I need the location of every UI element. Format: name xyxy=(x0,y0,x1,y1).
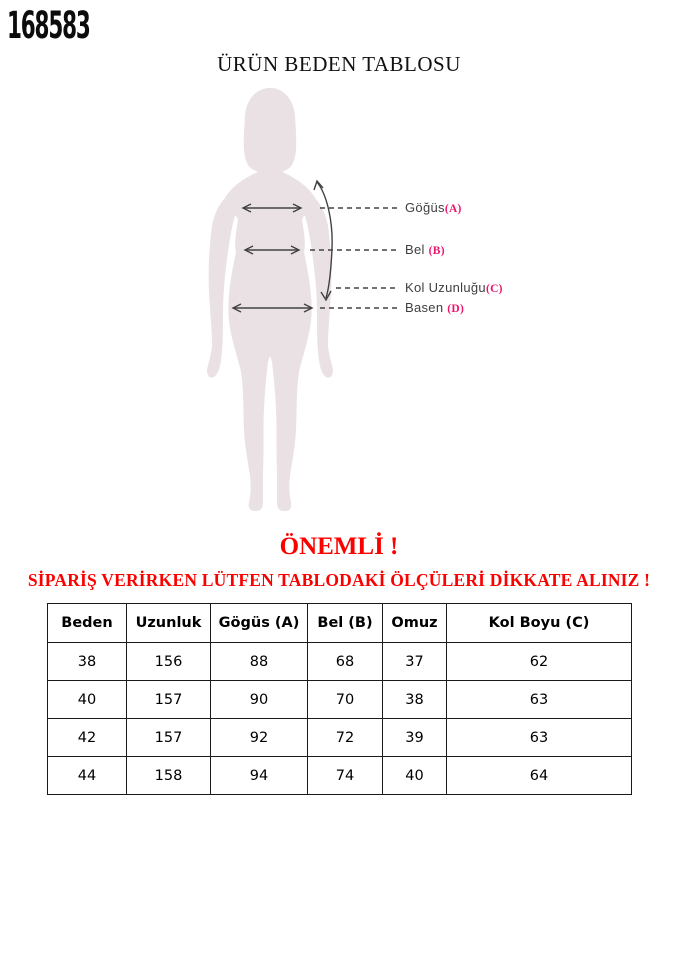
measurement-label-chest xyxy=(405,199,462,217)
table-cell: 70 xyxy=(308,681,383,719)
page-title: ÜRÜN BEDEN TABLOSU xyxy=(217,52,461,76)
measurement-label-sleeve xyxy=(405,279,503,297)
table-cell: 68 xyxy=(308,643,383,681)
table-cell: 38 xyxy=(48,643,127,681)
table-cell: 72 xyxy=(308,719,383,757)
table-cell: 37 xyxy=(383,643,447,681)
dashed-leader-lines xyxy=(310,208,397,308)
table-cell: 94 xyxy=(211,757,308,795)
measurement-label-text: Kol Uzunluğu xyxy=(405,280,486,295)
column-header-bel: Bel (B) xyxy=(308,604,383,643)
body-silhouette xyxy=(207,88,333,511)
table-cell: 90 xyxy=(211,681,308,719)
table-row xyxy=(48,643,632,681)
table-cell: 42 xyxy=(48,719,127,757)
product-code: 168583 xyxy=(7,4,90,47)
chest-arrow xyxy=(243,204,301,212)
table-row xyxy=(48,757,632,795)
hip-arrow xyxy=(233,304,312,312)
measurement-code: (A) xyxy=(444,203,462,215)
table-cell: 39 xyxy=(383,719,447,757)
table-cell: 63 xyxy=(447,681,632,719)
measurement-label-text: Bel xyxy=(405,242,429,257)
table-cell: 157 xyxy=(127,719,211,757)
table-cell: 88 xyxy=(211,643,308,681)
measurement-code: (C) xyxy=(485,283,503,295)
table-cell: 44 xyxy=(48,757,127,795)
measurement-label-hip xyxy=(405,299,464,317)
column-header-uzunluk: Uzunluk xyxy=(127,604,211,643)
measurement-label-waist xyxy=(405,241,445,259)
table-cell: 157 xyxy=(127,681,211,719)
table-cell: 92 xyxy=(211,719,308,757)
table-cell: 64 xyxy=(447,757,632,795)
important-heading: ÖNEMLİ ! xyxy=(279,533,399,560)
column-header-kol-boyu: Kol Boyu (C) xyxy=(447,604,632,643)
table-header-row xyxy=(48,604,632,643)
table-cell: 62 xyxy=(447,643,632,681)
table-cell: 40 xyxy=(48,681,127,719)
size-table xyxy=(47,603,632,795)
important-subheading: SİPARİŞ VERİRKEN LÜTFEN TABLODAKİ ÖLÇÜLERİ DİKKATE ALINIZ ! xyxy=(27,570,651,590)
table-cell: 40 xyxy=(383,757,447,795)
table-row xyxy=(48,681,632,719)
column-header-omuz: Omuz xyxy=(383,604,447,643)
table-cell: 156 xyxy=(127,643,211,681)
measurement-label-text: Göğüs xyxy=(405,200,445,215)
table-cell: 38 xyxy=(383,681,447,719)
table-cell: 74 xyxy=(308,757,383,795)
measurement-label-text: Basen xyxy=(405,300,448,315)
table-cell: 158 xyxy=(127,757,211,795)
measurement-code: (D) xyxy=(447,303,465,315)
measurement-code: (B) xyxy=(428,245,445,257)
waist-arrow xyxy=(245,246,299,254)
column-header-beden: Beden xyxy=(48,604,127,643)
table-row xyxy=(48,719,632,757)
sleeve-length-arrow xyxy=(314,181,332,300)
column-header-gogus: Gögüs (A) xyxy=(211,604,308,643)
table-cell: 63 xyxy=(447,719,632,757)
